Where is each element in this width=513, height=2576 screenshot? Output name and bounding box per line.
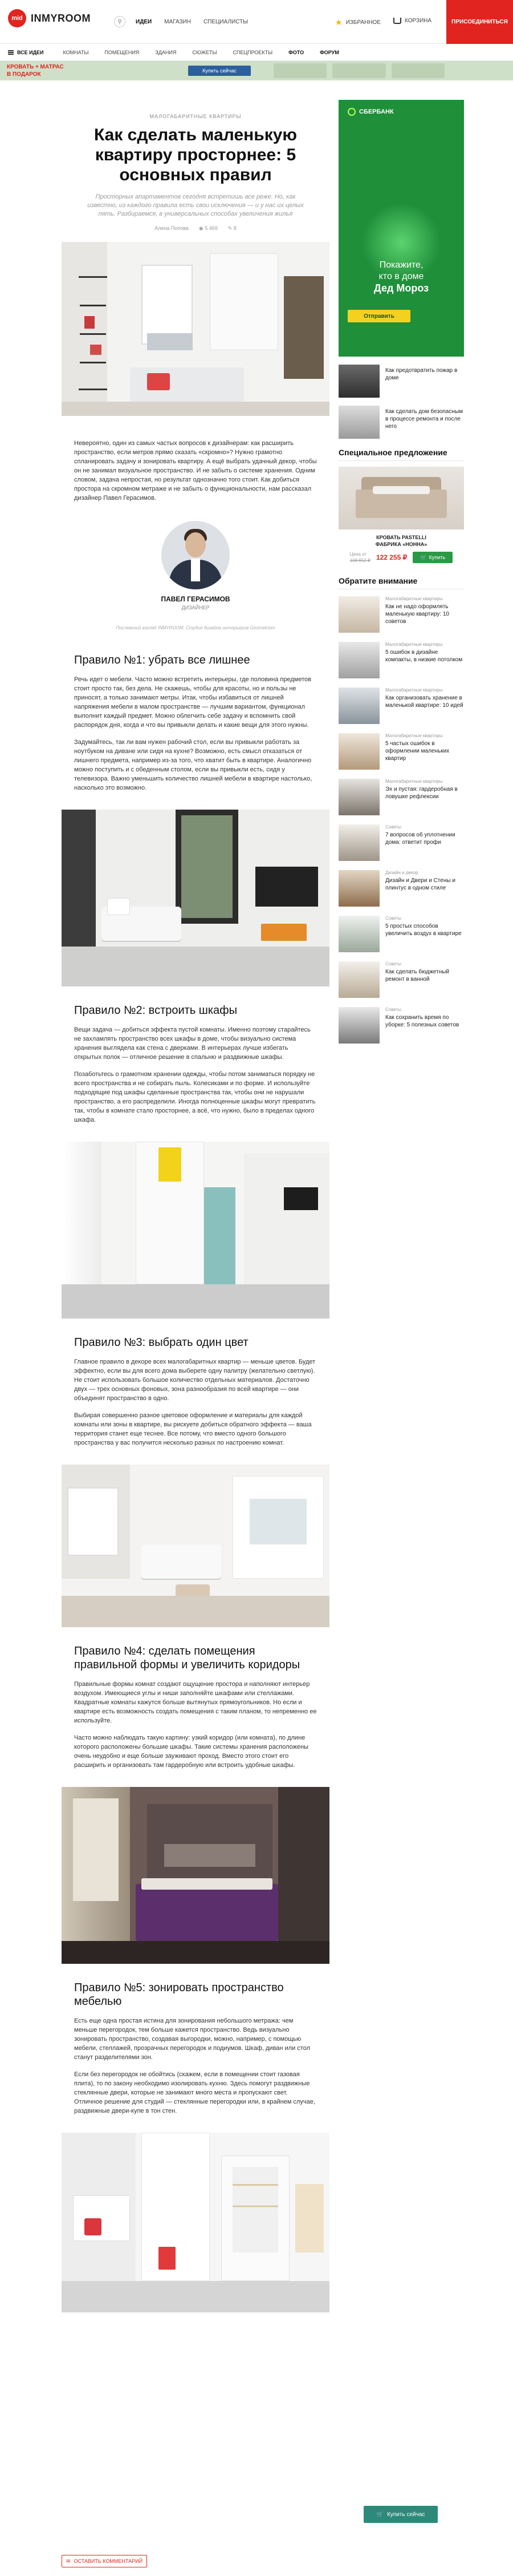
attention-item[interactable]: Советы 5 простых способов увеличить воздух в квартире — [339, 916, 464, 952]
sberbank-logo: СБЕРБАНК — [348, 108, 394, 116]
logo-text: INMYROOM — [31, 12, 91, 24]
promo-text — [7, 63, 64, 78]
comment-icon: ✎ — [227, 225, 234, 231]
attention-item[interactable]: Дизайн и декор Дизайн и Двери и Стены и плинтус в одном стиле — [339, 870, 464, 907]
attention-title: Обратите внимание — [339, 576, 464, 589]
article-title: Как сделать маленькую квартиру просторнее: 5 основных правил — [93, 126, 298, 184]
attention-item[interactable]: Советы Как сохранить время по уборке: 5 полезных советов — [339, 1007, 464, 1044]
join-button[interactable]: ПРИСОЕДИНИТЬСЯ — [446, 0, 513, 44]
nav-ideas[interactable]: ИДЕИ — [136, 19, 152, 25]
promo-decoration — [274, 63, 445, 78]
logo-mark: mid — [8, 9, 26, 27]
all-ideas-menu[interactable] — [0, 50, 55, 55]
section-1-para-2: Задумайтесь, так ли вам нужен рабочий стол, если вы привыкли работать за ноутбуком на диване или сидя на кухне? Возможно, есть смысл отказаться от лишнего предмета, например из-за того, что хватит быть в квартире. Аналогично можно поступить и с обеденным столом, если вы привыкли есть, сидя у телевизора. Важно уменьшить количество лишней мебели в квартире настолько, насколько это возможно. — [74, 739, 312, 791]
search-icon[interactable]: ⚲ — [114, 16, 125, 27]
cart-link[interactable] — [393, 18, 431, 24]
section-4-para-2: Часто можно наблюдать такую картину: узкий коридор (или комната), по длине которого расположены большие шкафы. Такие системы хранения расположены очень неудобно и еще больше зауживают проход. Вместо этого стоит его расширить и организовать там гардеробную или встроить удобные шкафы. — [74, 1734, 309, 1769]
cart-icon: 🛒 — [376, 2511, 384, 2518]
special-offer-title: Специальное предложение — [339, 448, 464, 461]
article — [62, 80, 329, 2312]
ad-send-button[interactable]: Отправить — [348, 310, 410, 322]
side-link-1[interactable]: Как предотвратить пожар в доме — [339, 365, 464, 398]
section-3-heading: Правило №3: выбрать один цвет — [74, 1336, 249, 1349]
article-lead: Просторных апартаментов сегодня встретишь все реже. Но, как известно, из каждого правила есть свои исключения — и у нас их целых пять. Разбираемся, в универсальных способах увеличения жилья — [87, 193, 304, 217]
offer-bed-image — [339, 467, 464, 529]
leave-comment-button[interactable] — [62, 2555, 147, 2567]
sidebar — [339, 100, 464, 1053]
section-2-para-2: Позаботьтесь о грамотном хранении одежды, чтобы потом заниматься порядку не всего пространства и не собирать пыль. Колесиками и по форме. И используйте подходящие под шкафы сделанные пространства так, чтобы они не нарушали пространство, а его распределили. Иногда полноценные шкафы могут превратить так, чтобы в комнате стало просторнее, а всё, что нужно, было в пределах одного шкафа. — [74, 1071, 316, 1123]
expert-avatar — [161, 521, 230, 589]
side-link-2[interactable]: Как сделать дом безопасным в процессе ремонта и после него — [339, 406, 464, 439]
cart-icon — [393, 18, 401, 24]
section-1-para-1: Речь идет о мебели. Часто можно встретить интерьеры, где половина предметов стоит просто так, без дела. Не скажешь, чтобы для красоты, но и пользы не приносят, а только занимают метры. Итак, чтобы избавиться от лишней напряжения мебели в малом пространстве — лучшим вариантом, функционал выполнит каждый предмет. Можно облегчить себе задачу и вспомнить свой распорядок дня, когда и что вы привыкли делать и какие вещи для этого нужны. — [74, 676, 311, 729]
menu-icon — [8, 50, 14, 55]
nav-specialists[interactable]: СПЕЦИАЛИСТЫ — [203, 19, 249, 25]
side-links — [339, 365, 464, 439]
sub-nav — [0, 44, 513, 61]
section-2-heading: Правило №2: встроить шкафы — [74, 1004, 237, 1017]
subnav-stories[interactable]: СЮЖЕТЫ — [192, 49, 217, 55]
promo-line1: КРОВАТЬ + МАТРАС — [7, 64, 64, 70]
side-link-thumb — [339, 406, 380, 439]
logo[interactable] — [8, 9, 91, 27]
top-nav — [136, 19, 248, 25]
article-photo-2 — [62, 810, 329, 986]
all-ideas-label: ВСЕ ИДЕИ — [17, 49, 44, 55]
article-photo-1 — [62, 242, 329, 416]
section-5-heading: Правило №5: зонировать пространство мебелью — [74, 1981, 284, 2008]
comments-count[interactable]: ✎ 8 — [227, 225, 237, 231]
article-meta — [62, 225, 329, 232]
expert-block — [62, 521, 329, 630]
article-photo-3 — [62, 1142, 329, 1319]
favorites-link[interactable] — [335, 18, 381, 27]
subnav-rooms[interactable]: КОМНАТЫ — [63, 49, 89, 55]
section-3-para-1: Главное правило в декоре всех малогабаритных квартир — меньше цветов. Будет эффектно, если вы для всего дома выберете одну палитру (желательно светлую). Не стоит использовать большое количество отдельных материалов. Достаточно двух — трех основных фоновых, зона разнообразия по всей квартире — они объединят пространство в одно. — [74, 1358, 316, 1402]
attention-item[interactable]: Малогабаритные квартиры 5 ошибок в дизайне компакты, в низкие потолком — [339, 642, 464, 678]
leave-comment-label: ОСТАВИТЬ КОММЕНТАРИЙ — [74, 2558, 143, 2564]
eye-icon: ◉ — [198, 225, 205, 231]
author-name[interactable]: Алена Попова — [154, 225, 189, 231]
special-offer[interactable] — [339, 467, 464, 564]
subnav-forum[interactable]: ФОРУМ — [320, 49, 339, 55]
section-1-heading: Правило №1: убрать все лишнее — [74, 654, 250, 666]
promo-line2: В ПОДАРОК — [7, 71, 41, 78]
subnav-buildings[interactable]: ЗДАНИЯ — [155, 49, 177, 55]
subnav-photo[interactable]: ФОТО — [288, 49, 304, 55]
expert-name[interactable]: ПАВЕЛ ГЕРАСИМОВ — [161, 595, 230, 603]
ad-text: Покажите, кто в доме Дед Мороз — [373, 260, 429, 294]
nav-shop[interactable]: МАГАЗИН — [164, 19, 191, 25]
offer-buy-button[interactable]: 🛒 Купить — [413, 552, 453, 563]
offer-price: 122 255 ₽ — [376, 553, 408, 561]
top-header — [0, 0, 513, 44]
views-count: ◉ 5 469 — [198, 225, 218, 231]
subnav-specials[interactable]: СПЕЦПРОЕКТЫ — [233, 49, 273, 55]
subnav-premises[interactable]: ПОМЕЩЕНИЯ — [104, 49, 140, 55]
offer-name: КРОВАТЬ PASTELLI ФАБРИКА «НОННА» — [375, 535, 427, 547]
section-5-para-2: Если без перегородок не обойтись (скажем, если в помещении стоит газовая плита), то по закону необходимо изолировать кухню. Здесь помогут раздвижные стеклянные двери, которые не занимают много места и пропускают свет. Отличное решение для студий — стеклянные перегородки или, в крайнем случае, раздвижные двери-купе в тон стен. — [74, 2071, 315, 2114]
article-photo-6 — [62, 2133, 329, 2312]
article-rubric[interactable]: МАЛОГАБАРИТНЫЕ КВАРТИРЫ — [149, 114, 242, 119]
sberbank-logo-icon — [348, 108, 356, 116]
cart-icon: 🛒 — [420, 554, 427, 560]
intro-paragraph: Невероятно, один из самых частых вопросов к дизайнерам: как расширить пространство, если метров прямо сказать «скромно»? Нужно грамотно спланировать задачу и зонировать квартиру. А ещё выбрать удачный декор, чтобы он не занимал визуальное пространство. И не забыть о системе хранения. Одним словом, задача непростая, но результат однозначно того стоит. Как добиться простора на скромном метраже и не забыть о функциональности, нам рассказал дизайнер Павел Герасимов. — [74, 440, 317, 502]
article-photo-4 — [62, 1465, 329, 1627]
cart-label: КОРЗИНА — [405, 18, 432, 24]
attention-item[interactable]: Малогабаритные квартиры Эх и пустая: гардеробная в ловушке рефлексии — [339, 779, 464, 815]
sberbank-ad[interactable] — [339, 100, 464, 357]
favorites-label: ИЗБРАННОЕ — [345, 19, 381, 26]
attention-item[interactable]: Советы Как сделать бюджетный ремонт в ванной — [339, 961, 464, 998]
star-icon: ★ — [335, 18, 343, 27]
attention-item[interactable]: Малогабаритные квартиры Как не надо оформлять маленькую квартиру: 10 советов — [339, 596, 464, 633]
section-5-para-1: Есть еще одна простая истина для зонирования небольшого метража: чем меньше перегородок, тем больше кажется пространство. Ведь визуально зонировать пространство, создавая выгородки, можно, например, с помощью мебели, стеллажей, прозрачных перегородок и подиумов. Шкаф, диван или стол станут разделителями зон. — [74, 2017, 311, 2061]
article-photo-5 — [62, 1787, 329, 1964]
section-3-para-2: Выбирая совершенно разное цветовое оформление и материалы для каждой комнаты или зоны в квартире, вы рискуете добиться обратного эффекта — ваша территория станет еще теснее. Все потому, что вместо одного большого пространства у вас получится несколько разных по настроению комнат. — [74, 1412, 312, 1446]
attention-item[interactable]: Советы 7 вопросов об уплотнении дома: ответит профи — [339, 824, 464, 861]
attention-list — [339, 596, 464, 1044]
section-2-para-1: Вещи задача — добиться эффекта пустой комнаты. Именно поэтому старайтесь не захламлять пространство всех шкафы в доме, чтобы визуально система хранения выглядела как стена с дверками. В интерьерах лучше избегать открытых полок — отличное решение в спальню и раздвижные шкафы. — [74, 1026, 311, 1061]
expert-role: ДИЗАЙНЕР — [181, 605, 210, 610]
promo-buy-button[interactable]: Купить сейчас — [188, 66, 251, 76]
expert-note: Послевский взгляд INMYROOM. Студия дизайна интерьеров Geometrium — [116, 625, 275, 630]
comment-icon: ✉ — [66, 2558, 71, 2564]
side-link-thumb — [339, 365, 380, 398]
sticky-buy-button[interactable]: 🛒 Купить сейчас — [364, 2506, 438, 2523]
promo-banner[interactable] — [0, 61, 513, 80]
section-4-heading: Правило №4: сделать помещения правильной формы и увеличить коридоры — [74, 1645, 300, 1671]
offer-prices: Цена от 108 652 ₽ 122 255 ₽ 🛒 Купить — [339, 551, 464, 564]
attention-item[interactable]: Малогабаритные квартиры Как организовать хранение в маленькой квартире: 10 идей — [339, 688, 464, 724]
attention-item[interactable]: Малогабаритные квартиры 5 частых ошибок в оформлении маленьких квартир — [339, 733, 464, 770]
section-4-para-1: Правильные формы комнат создают ощущение простора и наполняют интерьер воздухом. Имеющиеся углы и ниши заполняйте шкафами или стеллажами. Квадратные комнаты кажутся больше вытянутых прямоугольников. Но если и квартире есть возможность создать помещения с таким планом, то непременно ее используйте. — [74, 1681, 317, 1724]
